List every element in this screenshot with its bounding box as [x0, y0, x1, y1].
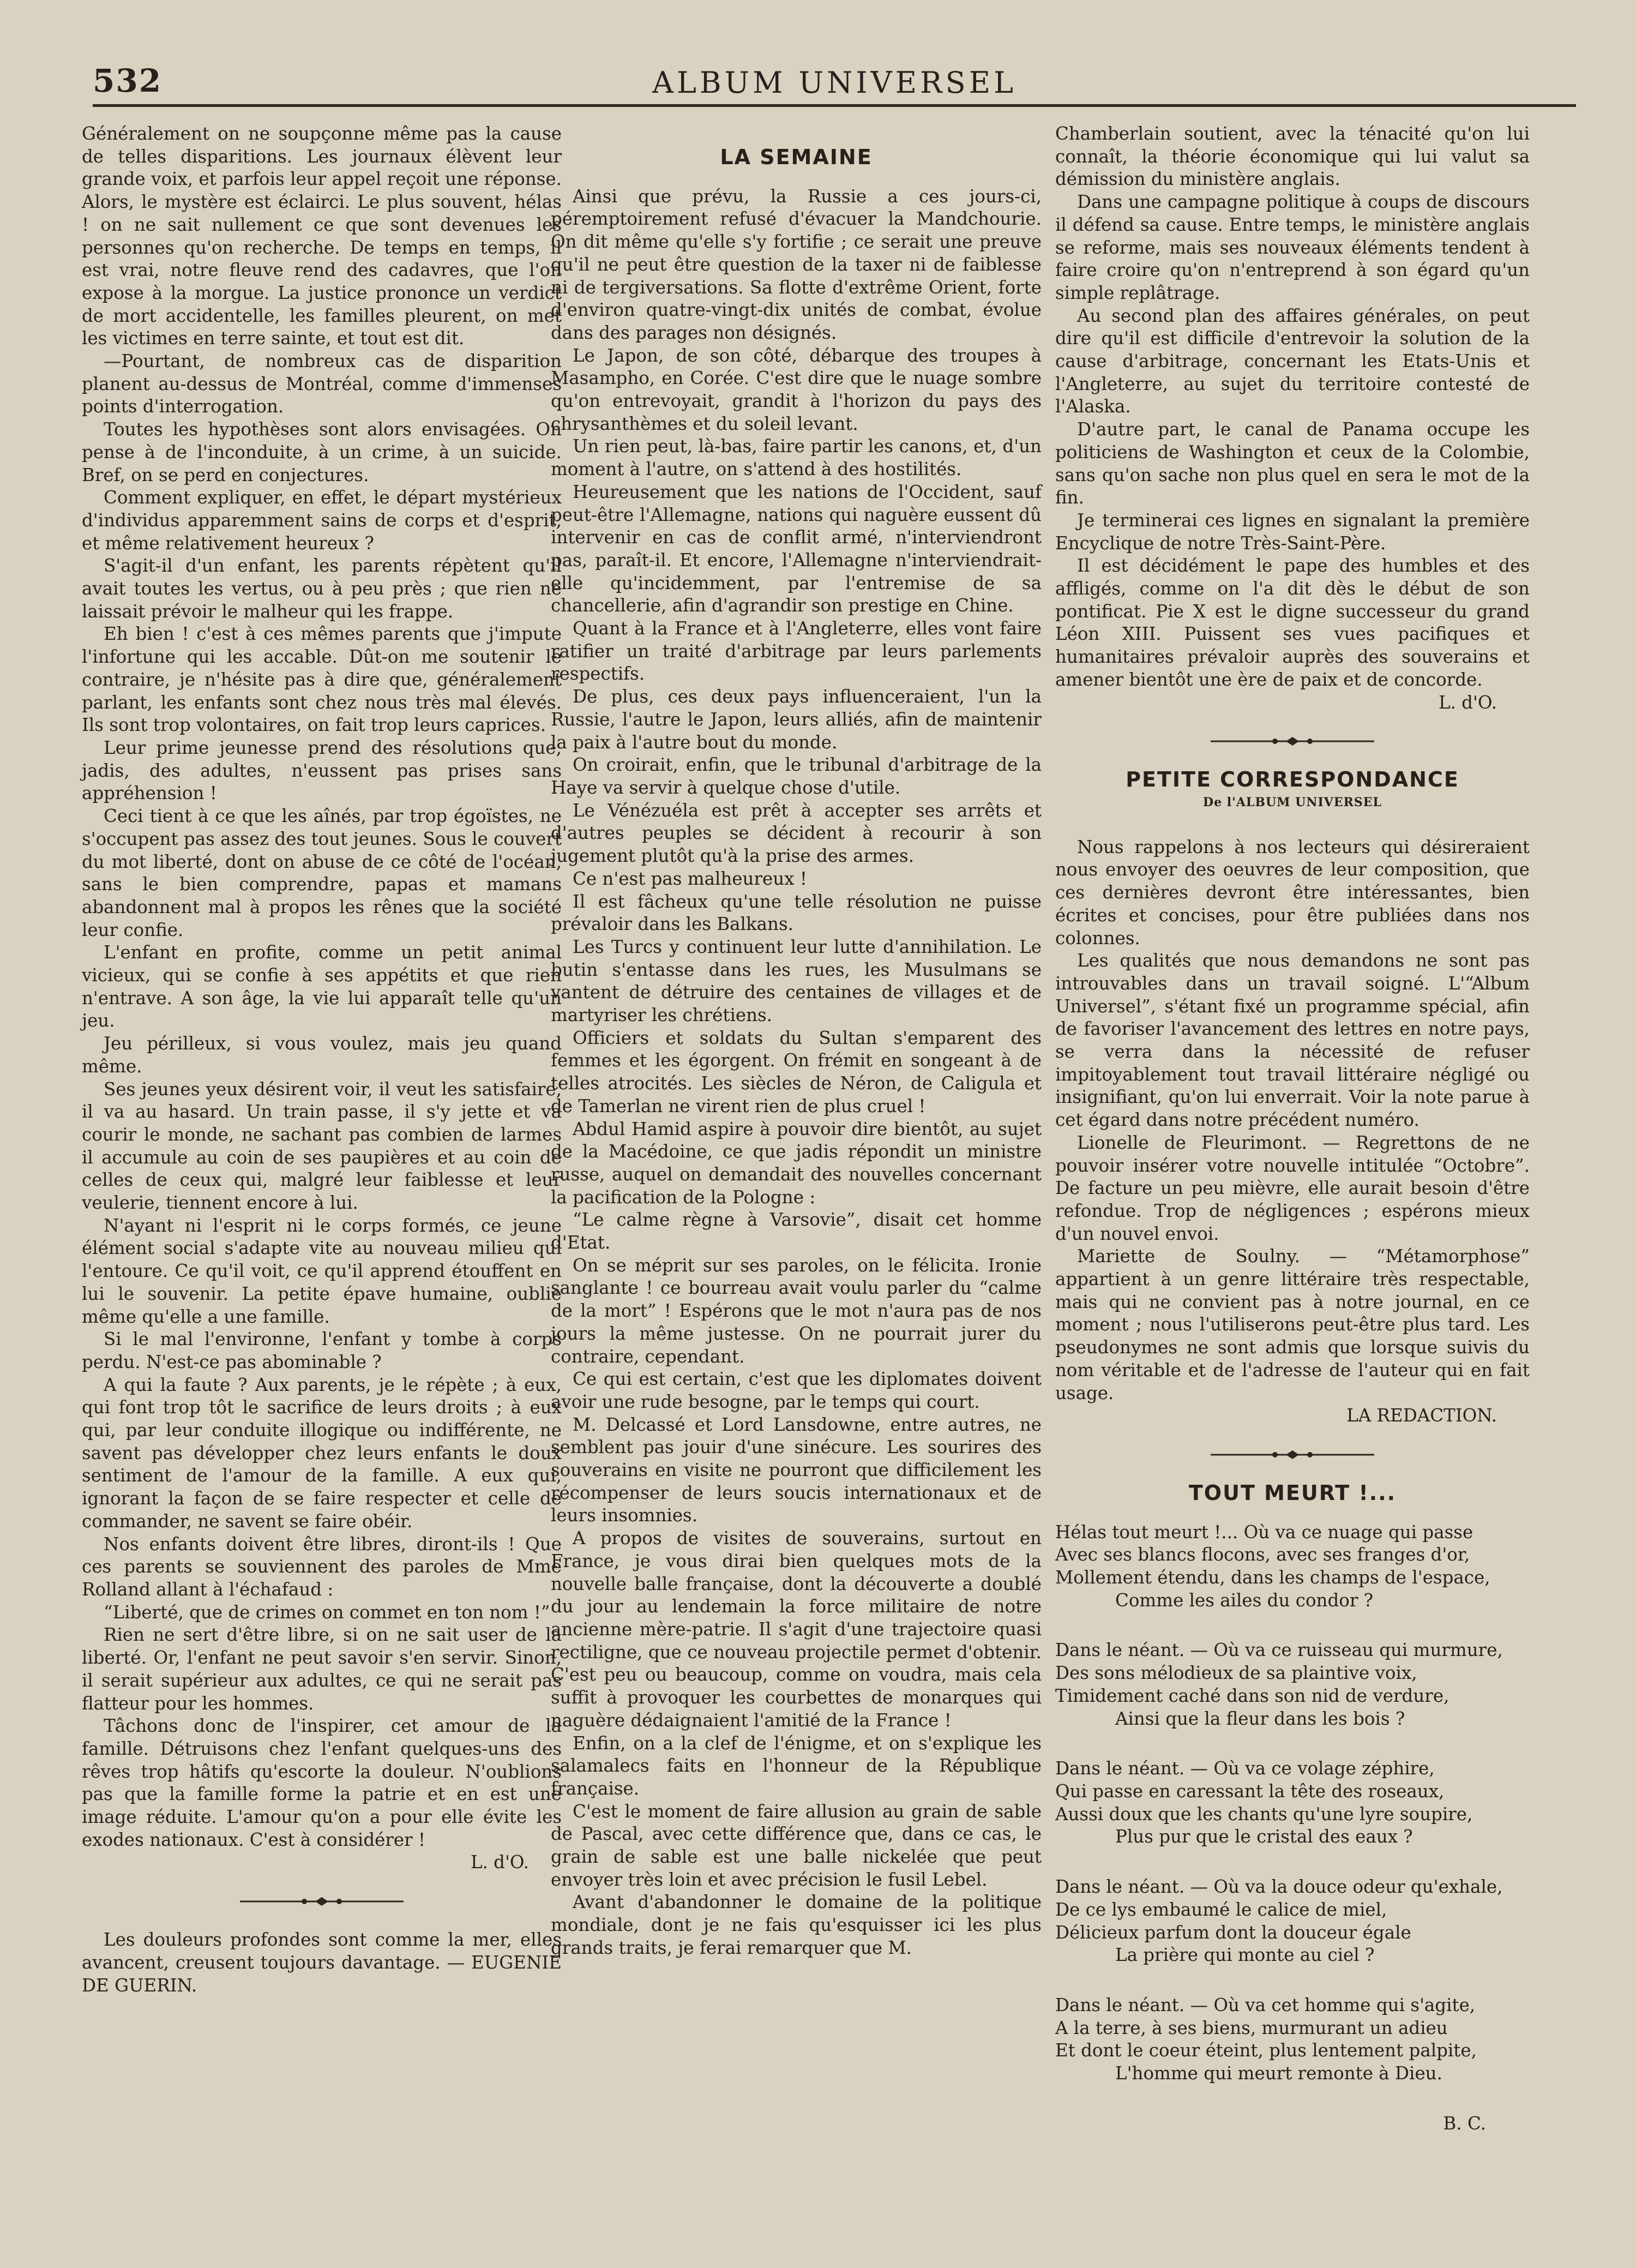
poem-stanza	[1055, 1876, 1530, 1967]
poem-line: Des sons mélodieux de sa plaintive voix,	[1055, 1663, 1417, 1684]
paragraph: Au second plan des affaires générales, on peut dire qu'il est difficile d'entrevoir la solution de la cause d'arbitrage, concernant les Etats-Unis et l'Angleterre, au sujet du territoire contesté de l'Alaska.	[1055, 305, 1530, 417]
poem-line: Et dont le coeur éteint, plus lentement palpite,	[1055, 2040, 1477, 2061]
paragraph: Le Japon, de son côté, débarque des troupes à Masampho, en Corée. C'est dire que le nuage sombre qu'on entrevoyait, grandit à l'horizon du pays des chrysanthèmes et du soleil levant.	[551, 345, 1042, 434]
poem-title: TOUT MEURT !...	[1188, 1480, 1397, 1505]
paragraph: Ainsi que prévu, la Russie a ces jours-ci, péremptoirement refusé d'évacuer la Mandchourie. On dit même qu'elle s'y fortifie ; ce serait une preuve qu'il ne peut être question de la taxer ni de faiblesse ni de tergiversations. Sa flotte d'extrême Orient, forte d'environ quatre-vingt-dix unités de combat, évolue dans des parages non désignés.	[551, 185, 1042, 343]
column-1	[82, 123, 562, 1997]
paragraph: A qui la faute ? Aux parents, je le répète ; à eux, qui font trop tôt le sacrifice de leurs droits ; à eux qui, par leur conduite illogique ou indifférente, ne savent pas développer chez leurs enfants le doux sentiment de l'amour de la famille. A eux qui, ignorant la façon de se faire respecter et celle de commander, ne savent se faire obéir.	[82, 1374, 562, 1532]
quote: Les douleurs profondes sont comme la mer, elles avancent, creusent toujours davantage. — EUGENIE DE GUERIN.	[82, 1929, 562, 1996]
paragraph: Ceci tient à ce que les aînés, par trop égoïstes, ne s'occupent pas assez des tout jeunes. Sous le couvert du mot liberté, dont on abuse de ce côté de l'océan, sans le bien comprendre, papas et mamans abandonnent mal à propos les rênes que la société leur confie.	[82, 806, 562, 940]
poem-line: L'homme qui meurt remonte à Dieu.	[1115, 2063, 1442, 2084]
poem-line: Dans le néant. — Où va la douce odeur qu'exhale,	[1055, 1876, 1503, 1898]
poem-line: Qui passe en caressant la tête des roseaux,	[1055, 1781, 1445, 1802]
paragraph: N'ayant ni l'esprit ni le corps formés, ce jeune élément social s'adapte vite au nouveau milieu qui l'entoure. Ce qu'il voit, ce qu'il apprend étouffent en lui le souvenir. La petite épave humaine, oublie même qu'elle a une famille.	[82, 1215, 562, 1327]
paragraph: Rien ne sert d'être libre, si on ne sait user de la liberté. Or, l'enfant ne peut savoir s'en servir. Sinon, il serait supérieur aux adultes, ce qui ne serait pas flatteur pour les hommes.	[82, 1624, 562, 1714]
poem-line: Mollement étendu, dans les champs de l'espace,	[1055, 1567, 1490, 1588]
poem-line: Dans le néant. — Où va ce volage zéphire,	[1055, 1758, 1435, 1779]
paragraph: S'agit-il d'un enfant, les parents répètent qu'il avait toutes les vertus, ou à peu près ; que rien ne laissait prévoir le malheur qui les frappe.	[82, 555, 562, 622]
paragraph: Les Turcs y continuent leur lutte d'annihilation. Le butin s'entasse dans les rues, les Musulmans se vantent de détruire des centaines de villages et de martyriser les chrétiens.	[551, 936, 1042, 1026]
section-subtitle: De l'ALBUM UNIVERSEL	[1203, 795, 1382, 809]
paragraph: C'est le moment de faire allusion au grain de sable de Pascal, avec cette différence que, dans ce cas, le grain de sable est une balle nickelée que peut envoyer très loin et avec précision le fusil Lebel.	[551, 1801, 1042, 1890]
poem-line: Timidement caché dans son nid de verdure,	[1055, 1685, 1449, 1706]
paragraph: Leur prime jeunesse prend des résolutions que, jadis, des adultes, n'eussent pas prises sans appréhension !	[82, 737, 562, 804]
poem-line: Avec ses blancs flocons, avec ses franges d'or,	[1055, 1544, 1470, 1565]
paragraph: Si le mal l'environne, l'enfant y tombe à corps perdu. N'est-ce pas abominable ?	[82, 1329, 562, 1372]
column-3	[1055, 123, 1530, 2135]
paragraph: Il est décidément le pape des humbles et des affligés, comme on l'a dit dès le début de son pontificat. Pie X est le digne successeur du grand Léon XIII. Puissent ses vues pacifiques et humanitaires prévaloir auprès des souverains et amener bientôt une ère de paix et de concorde.	[1055, 555, 1530, 690]
ornament-divider-icon	[1211, 1449, 1374, 1460]
paragraph: Ce qui est certain, c'est que les diplomates doivent avoir une rude besogne, par le temps qui court.	[551, 1369, 1042, 1412]
paragraph: L'enfant en profite, comme un petit animal vicieux, qui se confie à ses appétits et que rien n'entrave. A son âge, la vie lui apparaît telle qu'un jeu.	[82, 942, 562, 1031]
column-2	[551, 141, 1042, 1960]
paragraph: De plus, ces deux pays influenceraient, l'un la Russie, l'autre le Japon, leurs alliés, afin de maintenir la paix à l'autre bout du monde.	[551, 686, 1042, 753]
paragraph: Jeu périlleux, si vous voulez, mais jeu quand même.	[82, 1033, 562, 1077]
poem-line: Aussi doux que les chants qu'une lyre soupire,	[1055, 1803, 1473, 1825]
poem-line: La prière qui monte au ciel ?	[1115, 1945, 1375, 1966]
header-rule	[93, 104, 1576, 107]
poem-line: A la terre, à ses biens, murmurant un adieu	[1055, 2017, 1448, 2038]
paragraph: Chamberlain soutient, avec la ténacité qu'on lui connaît, la théorie économique qui lui valut sa démission du ministère anglais.	[1055, 123, 1530, 190]
paragraph: Abdul Hamid aspire à pouvoir dire bientôt, au sujet de la Macédoine, ce que jadis répondit un ministre russe, auquel on demandait des nouvelles concernant la pacification de la Pologne :	[551, 1118, 1042, 1208]
paragraph: Quant à la France et à l'Angleterre, elles vont faire ratifier un traité d'arbitrage par leurs parlements respectifs.	[551, 618, 1042, 685]
paragraph: Eh bien ! c'est à ces mêmes parents que j'impute l'infortune qui les accable. Dût-on me soutenir le contraire, je n'hésite pas à dire que, généralement parlant, les enfants sont chez nous très mal élevés. Ils sont trop volontaires, on fait trop leurs caprices.	[82, 623, 562, 736]
ornament-divider-icon	[240, 1896, 404, 1907]
poem	[1055, 1521, 1530, 2135]
paragraph: Comment expliquer, en effet, le départ mystérieux d'individus apparemment sains de corps et d'esprit, et même relativement heureux ?	[82, 487, 562, 554]
page-header	[93, 59, 1576, 107]
poem-line: Délicieux parfum dont la douceur égale	[1055, 1922, 1411, 1943]
poem-line: Hélas tout meurt !... Où va ce nuage qui passe	[1055, 1521, 1473, 1543]
signature: L. d'O.	[470, 1852, 529, 1873]
paragraph: —Pourtant, de nombreux cas de disparition planent au-dessus de Montréal, comme d'immenses points d'interrogation.	[82, 351, 562, 417]
poem-line: Ainsi que la fleur dans les bois ?	[1115, 1708, 1405, 1729]
signature: L. d'O.	[1438, 692, 1497, 713]
paragraph: On croirait, enfin, que le tribunal d'arbitrage de la Haye va servir à quelque chose d'utile.	[551, 754, 1042, 798]
journal-title: ALBUM UNIVERSEL	[652, 65, 1017, 100]
signature: B. C.	[1443, 2113, 1486, 2134]
paragraph: Ses jeunes yeux désirent voir, il veut les satisfaire, il va au hasard. Un train passe, il s'y jette et va courir le monde, ne sachant pas combien de larmes il accumule au coin de ses paupières et au coin de celles de ceux qui, malgré leur faiblesse et leur veulerie, tiennent encore à lui.	[82, 1078, 562, 1214]
paragraph: Toutes les hypothèses sont alors envisagées. On pense à de l'inconduite, à un crime, à un suicide. Bref, on se perd en conjectures.	[82, 419, 562, 485]
page-number: 532	[93, 62, 163, 99]
paragraph: “Le calme règne à Varsovie”, disait cet homme d'Etat.	[551, 1209, 1042, 1253]
paragraph: Nos enfants doivent être libres, diront-ils ! Que ces parents se souviennent des paroles de Mme Rolland allant à l'échafaud :	[82, 1533, 562, 1600]
poem-stanza	[1055, 1639, 1530, 1730]
poem-line: Plus pur que le cristal des eaux ?	[1115, 1826, 1413, 1847]
poem-stanza	[1055, 1994, 1530, 2085]
paragraph: Le Vénézuéla est prêt à accepter ses arrêts et d'autres peuples se décident à recourir à son jugement plutôt qu'à la prise des armes.	[551, 800, 1042, 867]
paragraph: Généralement on ne soupçonne même pas la cause de telles disparitions. Les journaux élèvent leur grande voix, et parfois leur appel reçoit une réponse. Alors, le mystère est éclairci. Le plus souvent, hélas ! on ne sait nullement ce que sont devenues les personnes qu'on recherche. De temps en temps, il est vrai, notre fleuve rend des cadavres, que l'on expose à la morgue. La justice prononce un verdict de mort accidentelle, les familles pleurent, on met les victimes en terre sainte, et tout est dit.	[82, 123, 562, 349]
paragraph: On se méprit sur ses paroles, on le félicita. Ironie sanglante ! ce bourreau avait voulu parler du “calme de la mort” ! Espérons que le mot n'aura pas de nos jours la même justesse. On ne pourrait jurer du contraire, cependant.	[551, 1255, 1042, 1367]
paragraph: Heureusement que les nations de l'Occident, sauf peut-être l'Allemagne, nations qui naguère eussent dû intervenir en cas de conflit armé, n'interviendront pas, paraît-il. Et encore, l'Allemagne n'interviendrait-elle qu'incidemment, par l'entremise de sa chancellerie, afin d'agrandir son prestige en Chine.	[551, 481, 1042, 616]
poem-line: Comme les ailes du condor ?	[1115, 1589, 1374, 1611]
paragraph: Mariette de Soulny. — “Métamorphose” appartient à un genre littéraire très respectable, mais qui ne convient pas à notre journal, en ce moment ; nous l'utiliserons peut-être plus tard. Les pseudonymes ne sont admis que lorsque suivis du nom véritable et de l'adresse de l'auteur qui en fait usage.	[1055, 1246, 1530, 1403]
poem-stanza	[1055, 1757, 1530, 1849]
paragraph: Officiers et soldats du Sultan s'emparent des femmes et les égorgent. On frémit en songeant à de telles atrocités. Les siècles de Néron, de Caligula et de Tamerlan ne virent rien de plus cruel !	[551, 1027, 1042, 1117]
paragraph: Ce n'est pas malheureux !	[573, 868, 807, 889]
paragraph: Nous rappelons à nos lecteurs qui désireraient nous envoyer des oeuvres de leur composition, que ces dernières devront être intéressantes, bien écrites et concises, pour être publiées dans nos colonnes.	[1055, 836, 1530, 949]
paragraph: D'autre part, le canal de Panama occupe les politiciens de Washington et ceux de la Colombie, sans qu'on sache non plus quel en sera le mot de la fin.	[1055, 419, 1530, 508]
paragraph: “Liberté, que de crimes on commet en ton nom !”	[104, 1601, 550, 1623]
poem-stanza	[1055, 1521, 1530, 1612]
paragraph: Tâchons donc de l'inspirer, cet amour de la famille. Détruisons chez l'enfant quelques-uns des rêves trop hâtifs qu'escorte la douleur. N'oublions pas que la famille forme la patrie et en est une image réduite. L'amour qu'on a pour elle évite les exodes nationaux. C'est à considérer !	[82, 1715, 562, 1850]
paragraph: Lionelle de Fleurimont. — Regrettons de ne pouvoir insérer votre nouvelle intitulée “Octobre”. De facture un peu mièvre, elle aurait besoin d'être refondue. Trop de négligences ; espérons mieux d'un nouvel envoi.	[1055, 1132, 1530, 1244]
section-title: LA SEMAINE	[720, 145, 873, 169]
paragraph: Dans une campagne politique à coups de discours il défend sa cause. Entre temps, le ministère anglais se reforme, mais ses nouveaux éléments tendent à faire croire qu'on n'entreprend à son égard qu'un simple replâtrage.	[1055, 191, 1530, 303]
paragraph: M. Delcassé et Lord Lansdowne, entre autres, ne semblent pas jouir d'une sinécure. Les sourires des souverains en visite ne pourront que difficilement les récompenser de leurs soucis internationaux et de leurs insomnies.	[551, 1414, 1042, 1526]
paragraph: A propos de visites de souverains, surtout en France, je vous dirai bien quelques mots de la nouvelle balle française, dont la découverte a doublé du jour au lendemain la force militaire de notre ancienne mère-patrie. Il s'agit d'une trajectoire quasi rectiligne, que ce nouveau projectile permet d'obtenir. C'est peu ou beaucoup, comme on voudra, mais cela suffit à provoquer les courbettes de monarques qui naguère dédaignaient l'amitié de la France !	[551, 1528, 1042, 1731]
paragraph: Les qualités que nous demandons ne sont pas introuvables dans un travail soigné. L'“Album Universel”, s'étant fixé un programme spécial, afin de favoriser l'avancement des lettres en notre pays, se verra dans la nécessité de refuser impitoyablement tout travail littéraire négligé ou insignifiant, qu'on lui enverrait. Voir la note parue à cet égard dans notre précédent numéro.	[1055, 950, 1530, 1131]
signature: LA REDACTION.	[1346, 1405, 1497, 1426]
section-title: PETITE CORRESPONDANCE	[1126, 767, 1459, 792]
paragraph: Enfin, on a la clef de l'énigme, et on s'explique les salamalecs faits en l'honneur de la République française.	[551, 1732, 1042, 1799]
paragraph: Un rien peut, là-bas, faire partir les canons, et, d'un moment à l'autre, on s'attend à des hostilités.	[551, 436, 1042, 480]
poem-line: De ce lys embaumé le calice de miel,	[1055, 1899, 1387, 1920]
poem-line: Dans le néant. — Où va ce ruisseau qui murmure,	[1055, 1640, 1503, 1661]
paragraph: Il est fâcheux qu'une telle résolution ne puisse prévaloir dans les Balkans.	[551, 891, 1042, 935]
ornament-divider-icon	[1211, 736, 1374, 747]
poem-line: Dans le néant. — Où va cet homme qui s'agite,	[1055, 1994, 1476, 2015]
paragraph: Je terminerai ces lignes en signalant la première Encyclique de notre Très-Saint-Père.	[1055, 509, 1530, 554]
paragraph: Avant d'abandonner le domaine de la politique mondiale, dont je ne fais qu'esquisser ici les plus grands traits, je ferai remarquer que M.	[551, 1892, 1042, 1958]
